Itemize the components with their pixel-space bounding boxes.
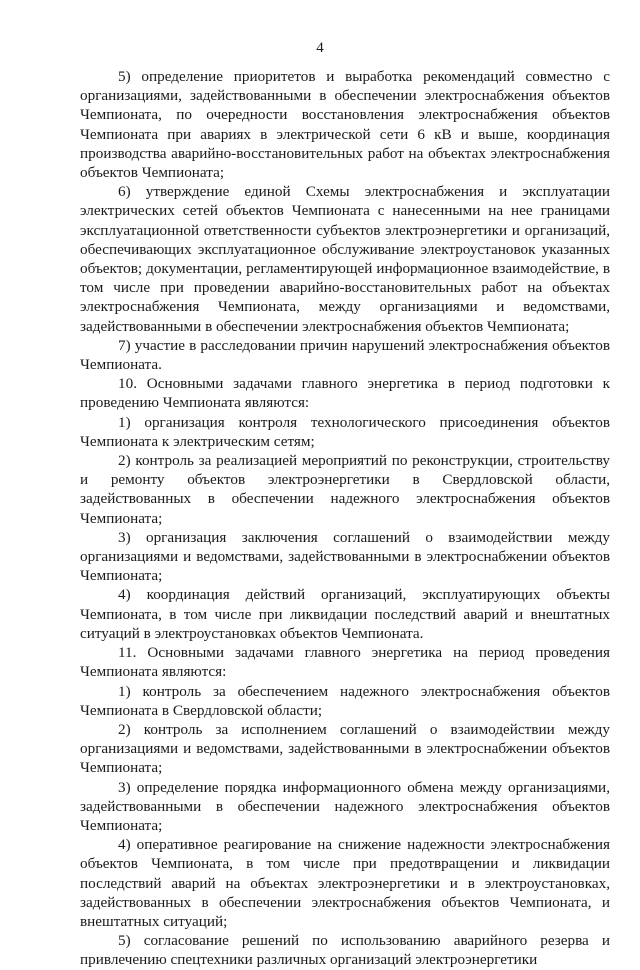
paragraph-10-item-3: 3) организация заключения соглашений о взаимодействии между организациями и ведомствами, задействованными в электроснабжении объектов Чемпионата; bbox=[80, 528, 610, 585]
document-body bbox=[80, 67, 610, 970]
paragraph-11-item-4: 4) оперативное реагирование на снижение надежности электроснабжения объектов Чемпионата, в том числе при предотвращении и ликвидации последствий аварий на объектах электроэнергетики и в электроустановках, задействованных в обеспечении электроснабжения объектов Чемпионата, и внештатных ситуаций; bbox=[80, 836, 610, 930]
paragraph-10-item-2: 2) контроль за реализацией мероприятий по реконструкции, строительству и ремонту объектов электроэнергетики в Свердловской области, задействованных в обеспечении надежного электроснабжения объектов Чемпионата; bbox=[80, 452, 610, 527]
paragraph-item-6: 6) утверждение единой Схемы электроснабжения и эксплуатации электрических сетей объектов Чемпионата с нанесенными на нее границами эксплуатационной ответственности субъектов электроэнергетики и организаций, обеспечивающих эксплуатационное обслуживание электроустановок указанных объектов; документации, регламентирующей информационное взаимодействие, в том числе при проведении аварийно-восстановительных работ на объектах электроснабжения Чемпионата, между организациями и ведомствами, задействованными в обеспечении электроснабжения объектов Чемпионата; bbox=[80, 183, 610, 335]
paragraph-item-7: 7) участие в расследовании причин нарушений электроснабжения объектов Чемпионата. bbox=[80, 336, 610, 374]
paragraph-11-item-2: 2) контроль за исполнением соглашений о взаимодействии между организациями и ведомствами, задействованными в электроснабжении объектов Чемпионата; bbox=[80, 720, 610, 777]
paragraph-11-item-5: 5) согласование решений по использованию аварийного резерва и привлечению спецтехники различных организаций электроэнергетики bbox=[80, 932, 610, 969]
paragraph-section-10: 10. Основными задачами главного энергетика в период подготовки к проведению Чемпионата являются: bbox=[80, 375, 610, 412]
page-number: 4 bbox=[316, 40, 324, 56]
paragraph-10-item-4: 4) координация действий организаций, эксплуатирующих объекты Чемпионата, в том числе при ликвидации последствий аварий и внештатных ситуаций в электроустановках объектов Чемпионата. bbox=[80, 586, 610, 642]
paragraph-section-11: 11. Основными задачами главного энергетика на период проведения Чемпионата являются: bbox=[80, 644, 610, 681]
paragraph-11-item-3: 3) определение порядка информационного обмена между организациями, задействованными в обеспечении надежного электроснабжения объектов Чемпионата; bbox=[80, 778, 610, 834]
paragraph-item-5: 5) определение приоритетов и выработка рекомендаций совместно с организациями, задействованными в обеспечении электроснабжения объектов Чемпионата, по очередности восстановления электроснабжения объектов Чемпионата при авариях в электрической сети 6 кВ и выше, координация производства аварийно-восстановительных работ на объектах электроснабжения объектов Чемпионата; bbox=[80, 68, 610, 182]
paragraph-10-item-1: 1) организация контроля технологического присоединения объектов Чемпионата к электрическим сетям; bbox=[80, 413, 610, 450]
paragraph-11-item-1: 1) контроль за обеспечением надежного электроснабжения объектов Чемпионата в Свердловской области; bbox=[80, 682, 610, 719]
